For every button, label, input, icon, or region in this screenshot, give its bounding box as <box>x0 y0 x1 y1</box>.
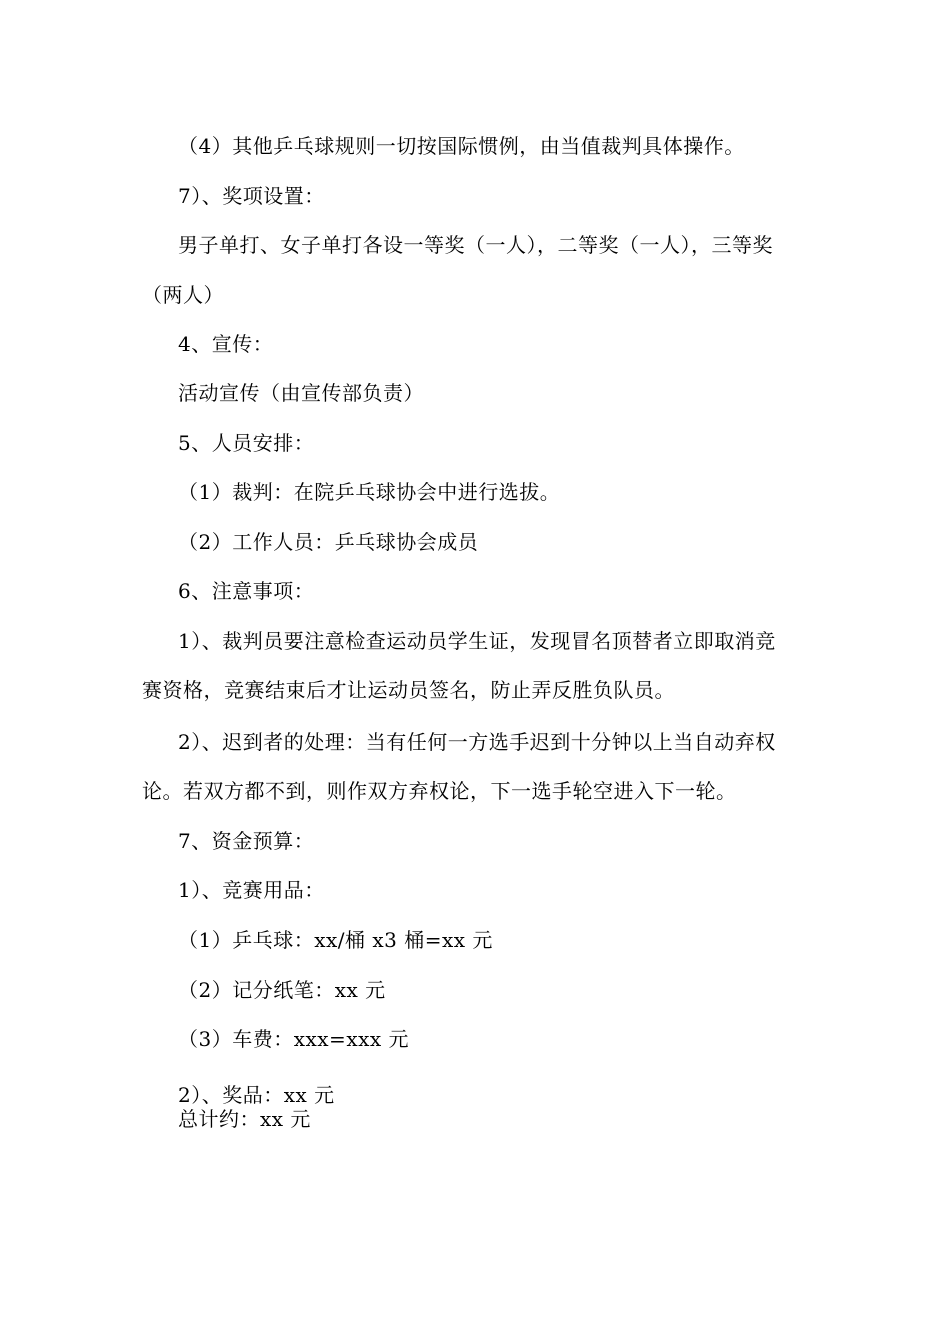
notes-item-1-line-2: 赛资格，竞赛结束后才让运动员签名，防止弄反胜负队员。 <box>142 678 675 702</box>
budget-total: 总计约：xx 元 <box>178 1107 311 1131</box>
notes-item-2-line-2: 论。若双方都不到，则作双方弃权论，下一选手轮空进入下一轮。 <box>142 779 737 803</box>
staffing-referee: （1）裁判：在院乒乓球协会中进行选拔。 <box>178 480 561 504</box>
publicity-heading: 4、宣传： <box>178 332 274 356</box>
budget-supplies-heading: 1）、竞赛用品： <box>178 878 325 902</box>
awards-text-line-2: （两人） <box>142 283 224 307</box>
rule-4-line: （4）其他乒乓球规则一切按国际惯例，由当值裁判具体操作。 <box>178 134 745 158</box>
budget-heading: 7、资金预算： <box>178 829 315 853</box>
staffing-workers: （2）工作人员：乒乓球协会成员 <box>178 530 479 554</box>
budget-balls: （1）乒乓球：xx/桶 x3 桶=xx 元 <box>178 928 493 952</box>
staffing-heading: 5、人员安排： <box>178 431 315 455</box>
notes-item-2-line-1: 2）、迟到者的处理：当有任何一方选手迟到十分钟以上当自动弃权 <box>178 730 776 754</box>
notes-heading: 6、注意事项： <box>178 579 315 603</box>
notes-item-1-line-1: 1）、裁判员要注意检查运动员学生证，发现冒名顶替者立即取消竞 <box>178 629 776 653</box>
awards-text-line-1: 男子单打、女子单打各设一等奖（一人），二等奖（一人），三等奖 <box>178 233 773 257</box>
budget-prizes: 2）、奖品：xx 元 <box>178 1083 335 1107</box>
budget-transport: （3）车费：xxx=xxx 元 <box>178 1027 410 1051</box>
awards-heading: 7）、奖项设置： <box>178 184 325 208</box>
budget-paper-pens: （2）记分纸笔：xx 元 <box>178 978 386 1002</box>
publicity-text: 活动宣传（由宣传部负责） <box>178 381 424 405</box>
